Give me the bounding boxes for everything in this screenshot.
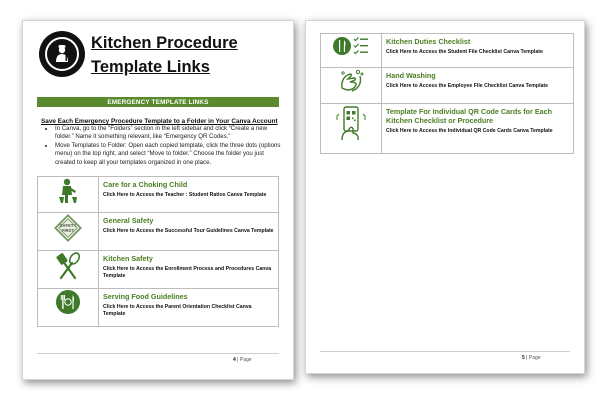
choking-person-icon [38, 177, 98, 205]
spatula-whisk-icon [38, 251, 98, 281]
page-title-line-1: Kitchen Procedure [91, 34, 238, 52]
table-row [321, 68, 574, 104]
emergency-template-table [37, 176, 279, 327]
save-instructions-heading: Save Each Emergency Procedure Template to a Folder in Your Canva Account [41, 118, 278, 125]
instruction-item: • Move Templates to Folder: Open each copied template, click the three dots (options menu) on the top right, and select “Move to folder.” Choose the folder you just created to keep all your templates organized in one place. [55, 142, 285, 167]
safety-first-sign-icon [38, 213, 98, 243]
utensils-checklist-icon [321, 34, 381, 58]
svg-text:FIRST: FIRST [61, 228, 75, 233]
canva-template-link[interactable]: Click Here to Access the Employee File Checklist Canva Template [386, 83, 549, 89]
plate-utensils-icon [38, 289, 98, 315]
table-row [321, 34, 574, 68]
canva-template-link[interactable]: Click Here to Access the Individual QR Code Cards Canva Template [386, 128, 553, 134]
page-title [91, 31, 238, 79]
table-row [321, 104, 574, 154]
canva-template-link[interactable]: Click Here to Access the Student File Checklist Canva Template [386, 49, 543, 55]
footer-divider [320, 351, 570, 352]
row-title: Care for a Choking Child [103, 180, 188, 189]
canva-template-link[interactable]: Click Here to Access the Teacher : Student Ratios Canva Template [103, 192, 267, 198]
kitchen-template-table [320, 33, 574, 154]
row-title: Template For Individual QR Code Cards for Each Kitchen Checklist or Procedure [386, 107, 553, 125]
page-label: Page [239, 357, 252, 363]
page-footer: 4 | Page [233, 357, 252, 363]
instruction-item: • In Canva, go to the “Folders” section in the left sidebar and click “Create a new folder.” Name it something relevant, like “Emergency QR Codes.” [55, 125, 285, 142]
document-page-4 [22, 20, 294, 380]
table-row [38, 177, 279, 213]
section-header-bar: EMERGENCY TEMPLATE LINKS [37, 97, 279, 107]
row-title: Serving Food Guidelines [103, 292, 188, 301]
page-title-line-2: Template Links [91, 58, 210, 76]
page-footer: 5 | Page [522, 355, 541, 361]
row-title: General Safety [103, 216, 154, 225]
page-number: 4 [233, 357, 236, 363]
hand-washing-icon [321, 68, 381, 96]
row-title: Kitchen Safety [103, 254, 153, 263]
document-page-5 [305, 20, 585, 374]
instructions-list [39, 125, 285, 167]
chef-logo-icon [39, 31, 85, 77]
row-title: Kitchen Duties Checklist [386, 37, 471, 46]
page-label: Page [528, 355, 541, 361]
table-row [38, 289, 279, 327]
canva-template-link[interactable]: Click Here to Access the Parent Orientation Checklist Canva Template [103, 304, 252, 317]
phone-qr-code-icon [321, 104, 381, 142]
canva-template-link[interactable]: Click Here to Access the Successful Tour Guidelines Canva Template [103, 228, 274, 234]
table-row [38, 251, 279, 289]
canva-template-link[interactable]: Click Here to Access the Enrollment Process and Procedures Canva Template [103, 266, 272, 279]
row-title: Hand Washing [386, 71, 436, 80]
footer-divider [37, 353, 279, 354]
page-number: 5 [522, 355, 525, 361]
svg-text:SAFETY: SAFETY [59, 223, 77, 228]
table-row [38, 213, 279, 251]
